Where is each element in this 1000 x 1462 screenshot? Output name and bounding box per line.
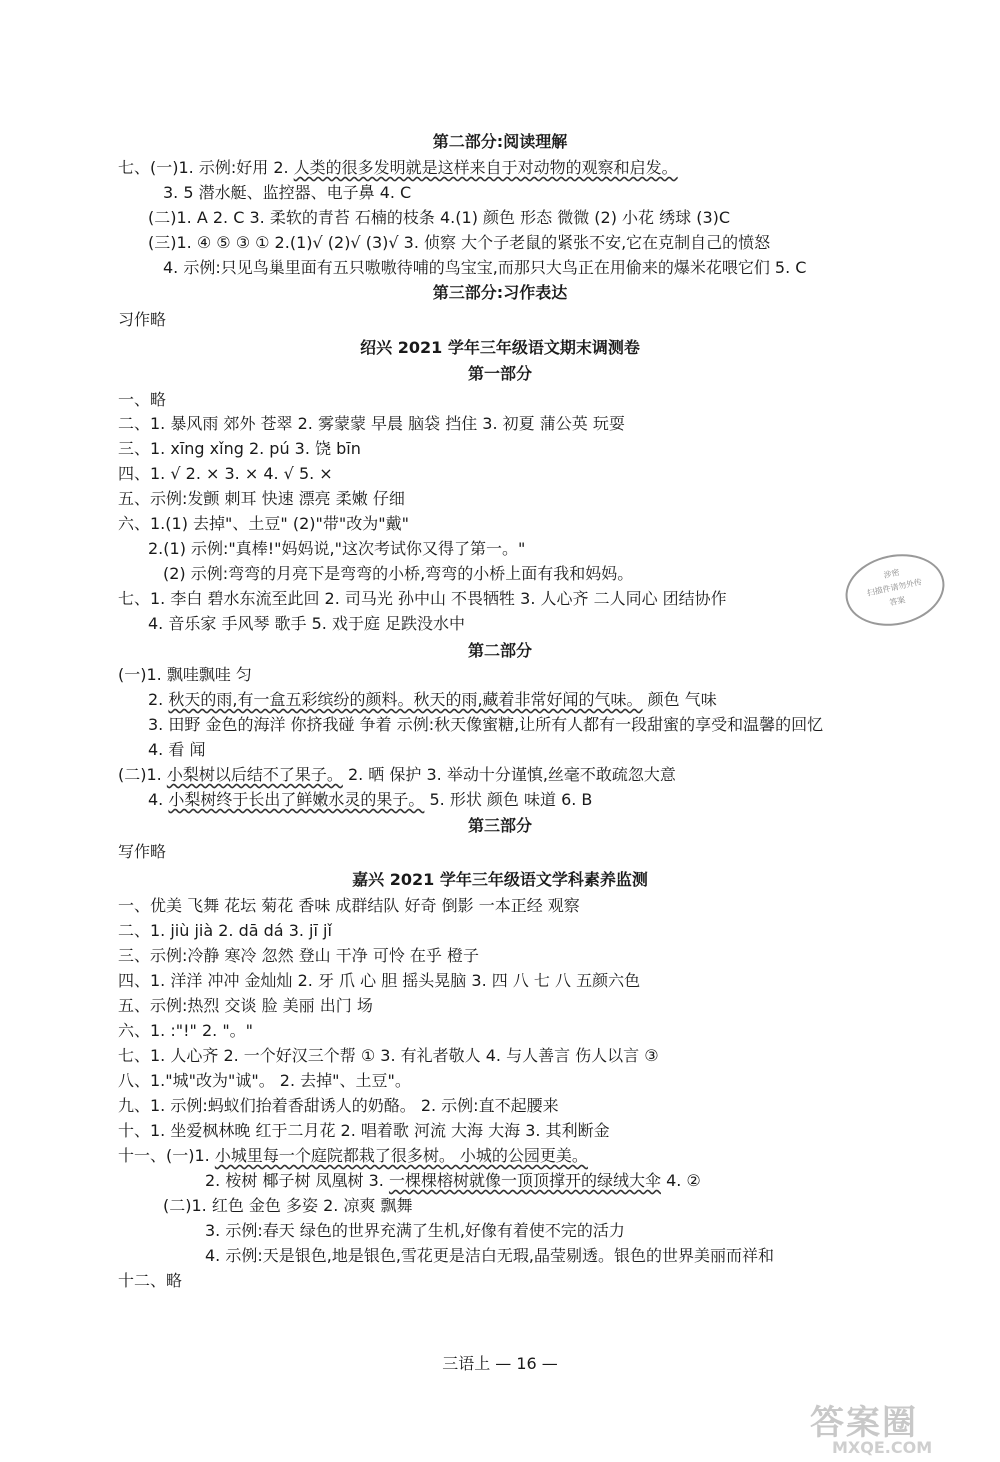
answer-line: 3. 田野 金色的海洋 你挤我碰 争着 示例:秋天像蜜糖,让所有人都有一段甜蜜的享受和温馨的回忆 (148, 715, 824, 734)
answer-line: 六、1.(1) 去掉"、土豆" (2)"带"改为"戴" (118, 514, 409, 533)
page-footer: 三语上 — 16 — (442, 1354, 558, 1373)
stamp-text: 答案 (888, 595, 907, 608)
underlined-answer: 小城里每一个庭院都栽了很多树。 小城的公园更美。 (214, 1146, 588, 1165)
exam-title-jiaxing: 嘉兴 2021 学年三年级语文学科素养监测 (352, 870, 648, 889)
underlined-answer: 小梨树终于长出了鲜嫩水灵的果子。 (168, 790, 425, 809)
stamp-text: 扫描件请勿外传 (866, 577, 923, 598)
part-heading: 第一部分 (467, 364, 532, 383)
answer-line: 三、示例:冷静 寒冷 忽然 登山 干净 可怜 在乎 橙子 (118, 946, 479, 965)
answer-line: 十二、略 (118, 1271, 183, 1290)
answer-line: 九、1. 示例:蚂蚁们抬着香甜诱人的奶酪。 2. 示例:直不起腰来 (118, 1096, 559, 1115)
answer-line: 3. 示例:春天 绿色的世界充满了生机,好像有着使不完的活力 (205, 1221, 625, 1240)
answer-text: (二)1. (118, 765, 167, 784)
answer-line: 4. 示例:只见鸟巢里面有五只嗷嗷待哺的鸟宝宝,而那只大鸟正在用偷来的爆米花喂它们 5. C (163, 258, 807, 277)
answer-line: 八、1."城"改为"诚"。 2. 去掉"、土豆"。 (118, 1071, 411, 1090)
answer-line: (三)1. ④ ⑤ ③ ① 2.(1)√ (2)√ (3)√ 3. 侦察 大个子老鼠的紧张不安,它在克制自己的愤怒 (148, 233, 771, 252)
answer-line: 十、1. 坐爱枫林晚 红于二月花 2. 唱着歌 河流 大海 大海 3. 其利断金 (118, 1121, 610, 1140)
essay-note: 写作略 (118, 842, 167, 861)
answer-line: (一)1. 飘哇飘哇 匀 (118, 665, 252, 684)
answer-line: 一、略 (118, 390, 167, 409)
underlined-answer: 一棵棵榕树就像一顶顶撑开的绿绒大伞 (388, 1171, 661, 1190)
answer-line: (二)1. A 2. C 3. 柔软的青苔 石楠的枝条 4.(1) 颜色 形态 微微 (2) 小花 绣球 (3)C (148, 208, 731, 227)
answer-line: 4. 看 闻 (148, 740, 206, 759)
answer-line: 五、示例:热烈 交谈 脸 美丽 出门 场 (118, 996, 373, 1015)
answer-line: (二)1. 红色 金色 多姿 2. 凉爽 飘舞 (163, 1196, 413, 1215)
answer-line: 4. 示例:天是银色,地是银色,雪花更是洁白无瑕,晶莹剔透。银色的世界美丽而祥和 (205, 1246, 775, 1265)
answer-line (148, 789, 592, 811)
watermark-logo: 答案圈 (810, 1403, 918, 1443)
exam-title-shaoxing: 绍兴 2021 学年三年级语文期末调测卷 (360, 338, 640, 357)
answer-text: 2. 晒 保护 3. 举动十分谨慎,丝毫不敢疏忽大意 (342, 765, 676, 784)
answer-line: 二、1. 暴风雨 郊外 苍翠 2. 雾蒙蒙 早晨 脑袋 挡住 3. 初夏 蒲公英 玩耍 (118, 414, 625, 433)
part-heading: 第二部分 (467, 641, 532, 660)
section-heading-reading: 第二部分:阅读理解 (432, 132, 568, 151)
section-heading-writing: 第三部分:习作表达 (432, 283, 568, 302)
answer-text: 颜色 气味 (642, 690, 717, 709)
answer-text: 十一、(一)1. (118, 1146, 215, 1165)
answer-line: 四、1. √ 2. × 3. × 4. √ 5. × (118, 464, 333, 483)
answer-line: 4. 音乐家 手风琴 歌手 5. 戏于庭 足跌没水中 (148, 614, 466, 633)
watermark-site: MXQE.COM (832, 1438, 933, 1457)
stamp-text: 涉密 (882, 567, 901, 580)
answer-line: 3. 5 潜水艇、监控器、电子鼻 4. C (163, 183, 412, 202)
answer-text: 2. 桉树 椰子树 凤凰树 3. (205, 1171, 389, 1190)
answer-line: 三、1. xīng xǐng 2. pú 3. 饶 bīn (118, 439, 361, 458)
answer-line: 四、1. 洋洋 冲冲 金灿灿 2. 牙 爪 心 胆 摇头晃脑 3. 四 八 七 八 五颜六色 (118, 971, 641, 990)
essay-note: 习作略 (118, 310, 167, 329)
answer-line: 二、1. jiù jià 2. dā dá 3. jī jǐ (118, 921, 332, 940)
answer-line (118, 1145, 588, 1167)
answer-line: 七、1. 李白 碧水东流至此回 2. 司马光 孙中山 不畏牺牲 3. 人心齐 二人同心 团结协作 (118, 589, 727, 608)
answer-line: 六、1. :"!" 2. "。" (118, 1021, 254, 1040)
answer-text: 七、(一)1. 示例:好用 2. (118, 158, 294, 177)
answer-text: 5. 形状 颜色 味道 6. B (424, 790, 593, 809)
answer-line (118, 764, 676, 786)
answer-line: (2) 示例:弯弯的月亮下是弯弯的小桥,弯弯的小桥上面有我和妈妈。 (163, 564, 634, 583)
answer-line: 五、示例:发颤 刺耳 快速 漂亮 柔嫩 仔细 (118, 489, 405, 508)
answer-line (205, 1170, 701, 1192)
answer-text: 4. (148, 790, 169, 809)
answer-line: 七、1. 人心齐 2. 一个好汉三个帮 ① 3. 有礼者敬人 4. 与人善言 伤人以言 ③ (118, 1046, 659, 1065)
underlined-answer: 人类的很多发明就是这样来自于对动物的观察和启发。 (293, 158, 678, 177)
seal-stamp (839, 545, 951, 634)
part-heading: 第三部分 (467, 816, 532, 835)
answer-line: 一、优美 飞舞 花坛 菊花 香味 成群结队 好奇 倒影 一本正经 观察 (118, 896, 580, 915)
answer-line (118, 157, 678, 179)
answer-text: 4. ② (660, 1171, 701, 1190)
answer-line (148, 689, 717, 711)
answer-line: 2.(1) 示例:"真棒!"妈妈说,"这次考试你又得了第一。" (148, 539, 526, 558)
answer-text: 2. (148, 690, 169, 709)
underlined-answer: 小梨树以后结不了果子。 (166, 765, 343, 784)
underlined-answer: 秋天的雨,有一盒五彩缤纷的颜料。秋天的雨,藏着非常好闻的气味。 (168, 690, 643, 709)
